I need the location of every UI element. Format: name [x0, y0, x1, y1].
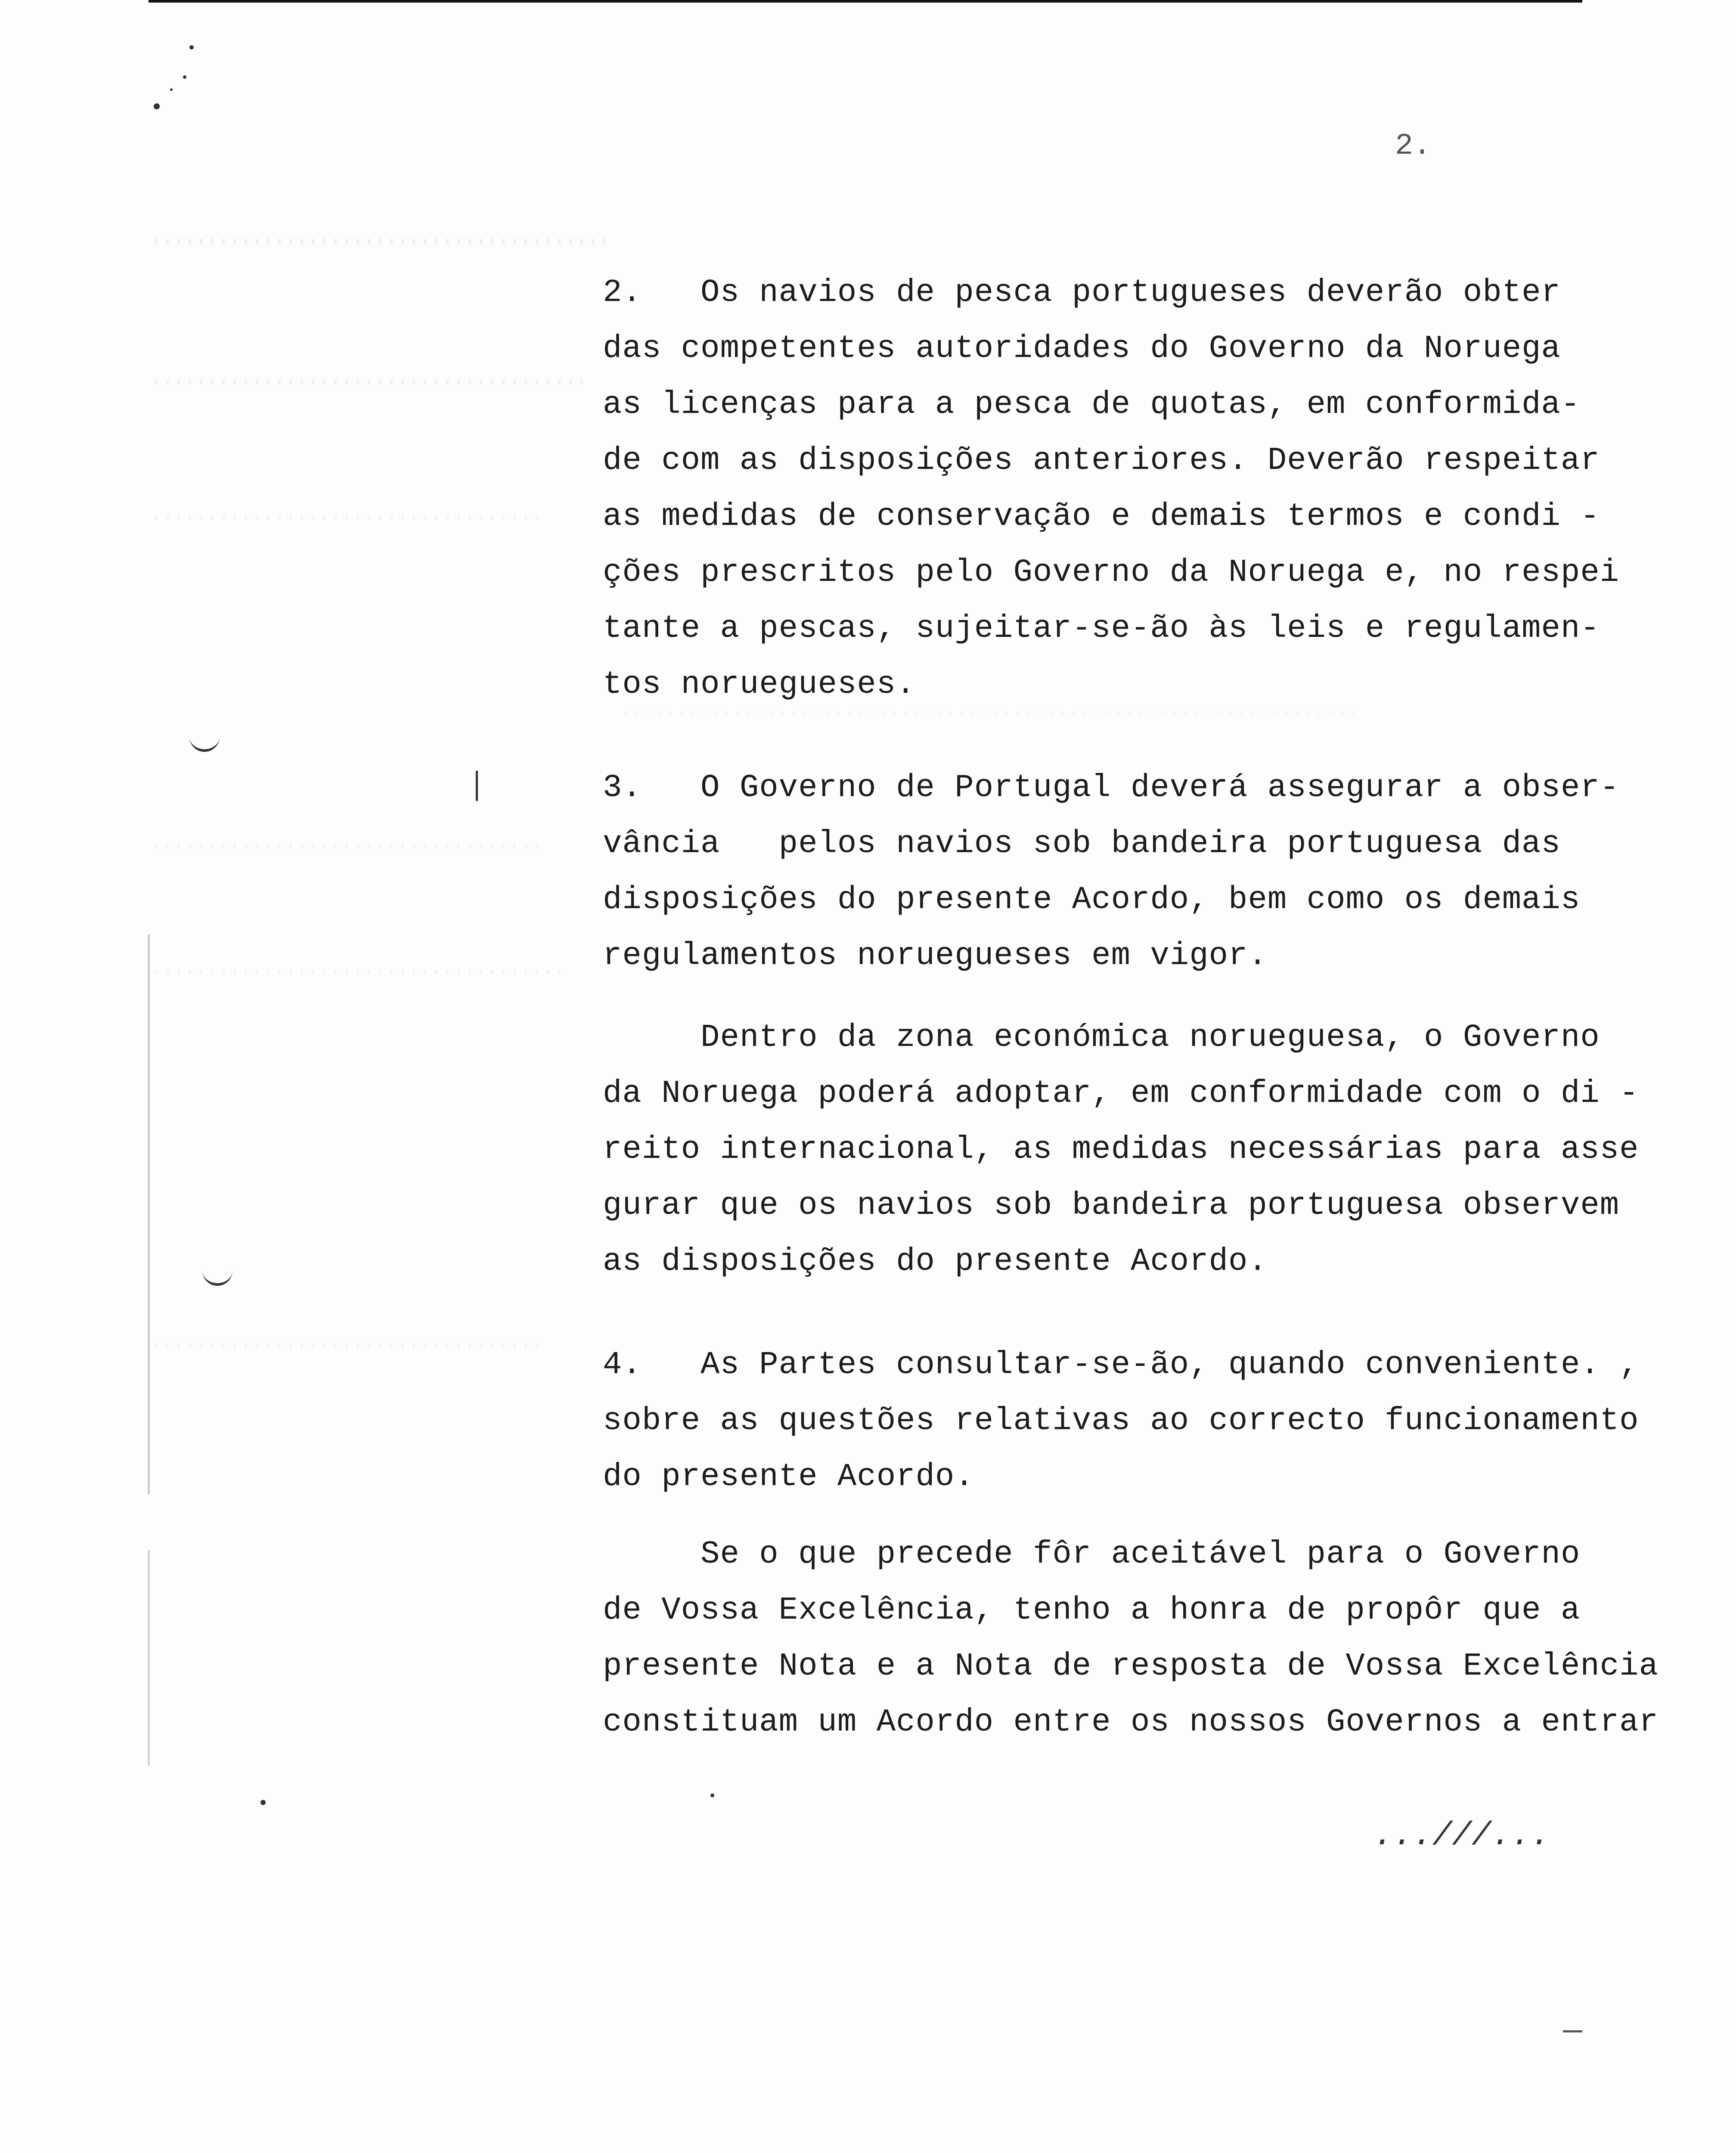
- text-line: de Vossa Excelência, tenho a honra de propôr que a: [603, 1592, 1581, 1629]
- text-line: as disposições do presente Acordo.: [603, 1244, 1268, 1280]
- text-line: reito internacional, as medidas necessárias para asse: [603, 1132, 1639, 1168]
- text-line: das competentes autoridades do Governo da Noruega: [603, 331, 1561, 367]
- text-line: 3. O Governo de Portugal deverá assegurar a obser-: [603, 770, 1620, 806]
- top-border-line: [149, 0, 1582, 3]
- continuation-mark: ...///...: [1373, 1817, 1550, 1854]
- text-line: constituam um Acordo entre os nossos Governos a entrar: [603, 1704, 1658, 1740]
- text-line: tos noruegueses.: [603, 667, 916, 703]
- edge-mark: [1563, 2030, 1582, 2032]
- text-line: do presente Acordo.: [603, 1459, 974, 1495]
- scan-speck: [154, 103, 160, 109]
- scan-noise: [155, 969, 564, 974]
- text-line: de com as disposições anteriores. Deverão respeitar: [603, 443, 1600, 479]
- margin-scan-line: [148, 1550, 150, 1765]
- scan-noise: [155, 844, 542, 849]
- text-line: 2. Os navios de pesca portugueses deverão obter: [603, 275, 1561, 311]
- scan-noise: [155, 379, 586, 384]
- scan-speck: [183, 75, 186, 79]
- text-line: Dentro da zona económica norueguesa, o Governo: [603, 1020, 1600, 1056]
- scan-noise: [155, 515, 542, 520]
- text-line: da Noruega poderá adoptar, em conformidade com o di -: [603, 1076, 1639, 1112]
- text-line: vância pelos navios sob bandeira portuguesa das: [603, 826, 1561, 862]
- text-line: presente Nota e a Nota de resposta de Vossa Excelência: [603, 1648, 1658, 1685]
- scan-noise: [155, 1343, 542, 1349]
- text-line: 4. As Partes consultar-se-ão, quando conveniente. ,: [603, 1347, 1639, 1383]
- margin-check-mark: [189, 732, 220, 752]
- text-line: tante a pescas, sujeitar-se-ão às leis e regulamen-: [603, 611, 1600, 647]
- text-line: disposições do presente Acordo, bem como os demais: [603, 882, 1581, 918]
- text-line: gurar que os navios sob bandeira portuguesa observem: [603, 1188, 1620, 1224]
- scan-speck: [189, 45, 194, 50]
- scan-speck: [260, 1800, 266, 1805]
- text-line: Se o que precede fôr aceitável para o Governo: [603, 1536, 1581, 1573]
- scan-noise: [155, 239, 607, 244]
- margin-scan-line: [476, 771, 478, 801]
- margin-check-mark: [202, 1266, 232, 1286]
- text-line: regulamentos noruegueses em vigor.: [603, 938, 1268, 974]
- text-line: ções prescritos pelo Governo da Noruega e, no respei: [603, 555, 1620, 591]
- margin-scan-line: [148, 934, 150, 1494]
- text-line: as medidas de conservação e demais termos e condi -: [603, 499, 1600, 535]
- scan-noise: [624, 710, 1356, 716]
- scan-speck: [170, 88, 173, 91]
- page-number: 2.: [1395, 129, 1432, 163]
- scan-speck: [710, 1793, 714, 1797]
- text-line: sobre as questões relativas ao correcto funcionamento: [603, 1403, 1639, 1439]
- text-line: as licenças para a pesca de quotas, em conformida-: [603, 387, 1581, 423]
